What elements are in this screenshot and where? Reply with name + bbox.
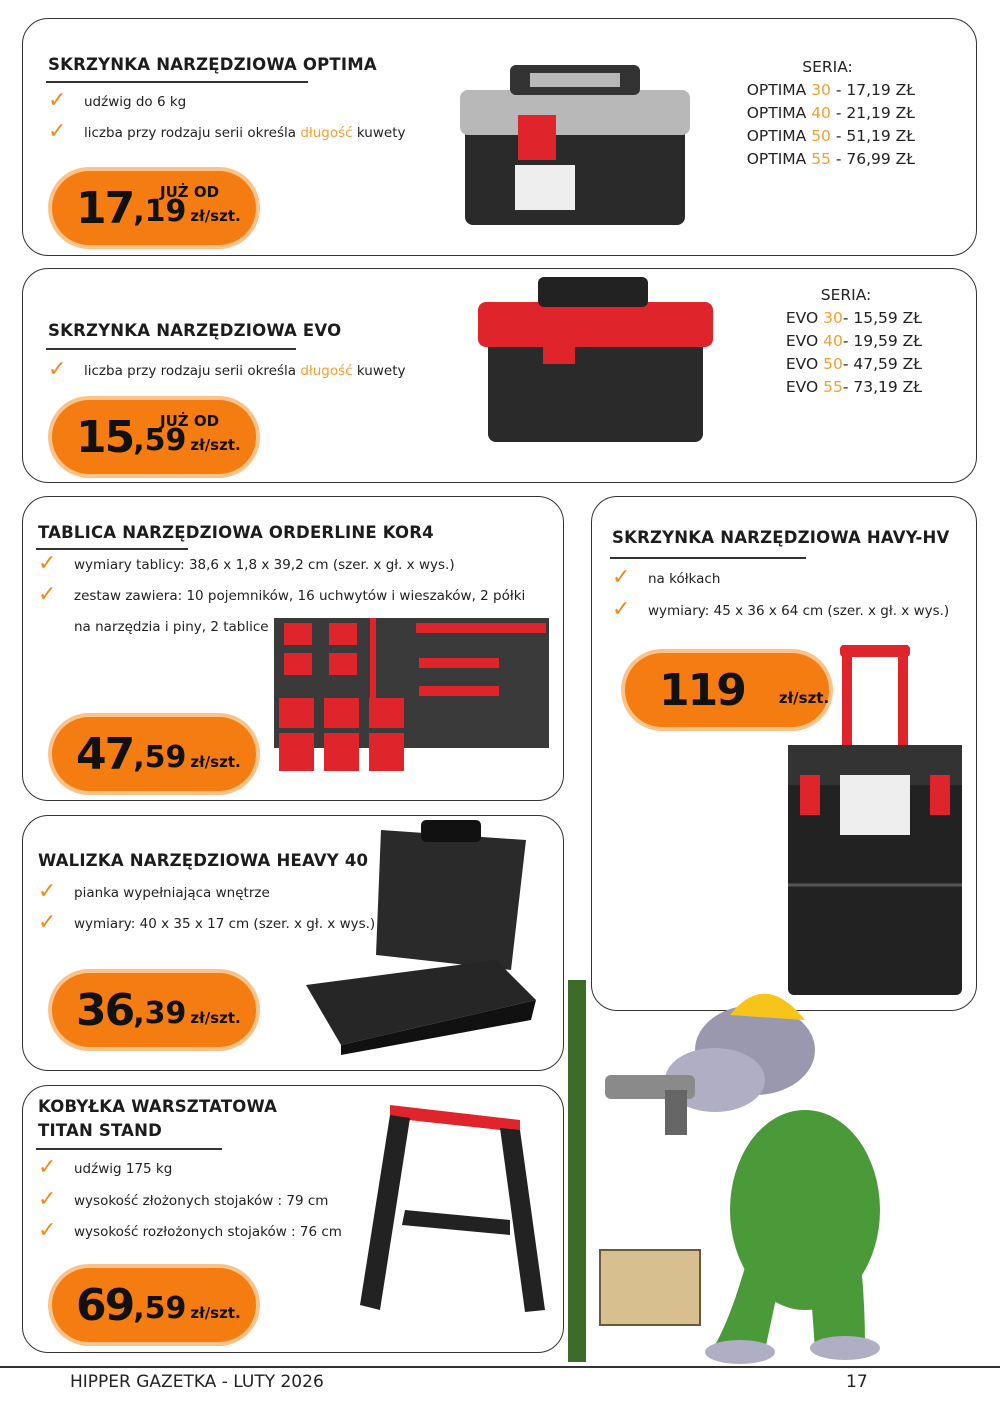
- series-name: OPTIMA: [746, 104, 812, 122]
- tool-case-image: [296, 820, 541, 1055]
- price-int: 69: [76, 1279, 134, 1331]
- series-num: 30: [823, 309, 843, 327]
- feature-text: na narzędzia i piny, 2 tablice: [74, 619, 269, 635]
- feature-text: wymiary: 40 x 35 x 17 cm (szer. x gł. x wys.): [74, 916, 376, 932]
- series-name: EVO: [785, 332, 824, 350]
- series-name: EVO: [785, 309, 824, 327]
- feature-text-post: kuwety: [352, 363, 406, 379]
- price-unit: zł/szt.: [778, 689, 830, 707]
- feature-item: [38, 581, 525, 612]
- feature-text: wymiary tablicy: 38,6 x 1,8 x 39,2 cm (szer. x gł. x wys.): [74, 557, 455, 573]
- series-price: - 76,99 ZŁ: [830, 150, 915, 168]
- series-item: [740, 79, 915, 102]
- check-icon: ✓: [38, 1218, 57, 1243]
- price-prefix: JUŻ OD: [160, 183, 220, 201]
- feature-item: [38, 1186, 328, 1217]
- feature-text: pianka wypełniająca wnętrze: [74, 885, 270, 901]
- series-item: [770, 330, 922, 353]
- footer-divider: [0, 1366, 1000, 1368]
- product-title: WALIZKA NARZĘDZIOWA HEAVY 40: [38, 851, 369, 870]
- series-list: [770, 284, 922, 399]
- title-underline: [610, 557, 806, 559]
- series-price: - 21,19 ZŁ: [830, 104, 915, 122]
- series-num: 50: [823, 355, 843, 373]
- price-dec: ,39: [133, 995, 187, 1031]
- feature-item-continued: [74, 612, 269, 643]
- title-underline: [46, 81, 308, 83]
- series-label: SERIA:: [802, 58, 853, 76]
- series-item: [770, 353, 922, 376]
- series-num: 55: [811, 150, 831, 168]
- product-title: SKRZYNKA NARZĘDZIOWA EVO: [48, 321, 342, 340]
- product-title: TABLICA NARZĘDZIOWA ORDERLINE KOR4: [38, 523, 434, 542]
- series-item: [740, 102, 915, 125]
- price-unit: zł/szt.: [190, 436, 241, 454]
- series-name: EVO: [785, 378, 824, 396]
- price-prefix: JUŻ OD: [160, 412, 220, 430]
- price-dec: ,59: [133, 422, 187, 458]
- product-title-line: KOBYŁKA WARSZTATOWA: [38, 1097, 278, 1116]
- series-price: - 19,59 ZŁ: [842, 332, 922, 350]
- price-unit: zł/szt.: [190, 1304, 241, 1322]
- toolbox-evo-image: [478, 272, 713, 447]
- page-number: 17: [846, 1372, 868, 1392]
- price-int: 17: [76, 182, 134, 234]
- feature-item: [612, 564, 720, 595]
- series-num: 40: [823, 332, 843, 350]
- check-icon: ✓: [612, 597, 631, 622]
- series-label: SERIA:: [820, 286, 872, 304]
- price-int: 47: [76, 728, 134, 780]
- price-unit: zł/szt.: [190, 207, 241, 225]
- series-num: 30: [811, 81, 831, 99]
- series-price: - 73,19 ZŁ: [842, 378, 922, 396]
- feature-item: [38, 550, 455, 581]
- check-icon: ✓: [38, 551, 57, 576]
- series-item: [770, 307, 922, 330]
- check-icon: ✓: [38, 879, 57, 904]
- check-icon: ✓: [38, 1187, 57, 1212]
- check-icon: ✓: [48, 119, 67, 144]
- check-icon: ✓: [38, 910, 57, 935]
- series-num: 40: [811, 104, 831, 122]
- feature-text: zestaw zawiera: 10 pojemników, 16 uchwytów i wieszaków, 2 półki: [74, 588, 526, 604]
- feature-item: [612, 596, 949, 627]
- feature-text: wysokość rozłożonych stojaków : 76 cm: [74, 1224, 342, 1240]
- feature-item: [38, 878, 270, 909]
- feature-item: [48, 118, 405, 149]
- price-badge: [52, 171, 256, 245]
- price-badge: [52, 973, 256, 1047]
- price-dec: ,59: [133, 739, 187, 775]
- series-price: - 17,19 ZŁ: [830, 81, 915, 99]
- check-icon: ✓: [48, 357, 67, 382]
- price-dec: ,59: [133, 1290, 187, 1326]
- series-num: 55: [823, 378, 843, 396]
- series-name: OPTIMA: [746, 81, 812, 99]
- feature-text-pre: liczba przy rodzaju serii określa: [84, 125, 301, 141]
- price-int: 119: [659, 664, 745, 716]
- series-item: [740, 125, 915, 148]
- series-item: [770, 376, 922, 399]
- check-icon: ✓: [612, 565, 631, 590]
- rolling-toolbox-image: [785, 645, 965, 1000]
- feature-item: [48, 356, 405, 387]
- series-price: - 15,59 ZŁ: [842, 309, 922, 327]
- series-item: [740, 148, 915, 171]
- feature-item: [38, 1154, 172, 1185]
- feature-item: [38, 1217, 342, 1248]
- product-title: SKRZYNKA NARZĘDZIOWA HAVY-HV: [612, 528, 950, 547]
- title-underline: [36, 1148, 222, 1150]
- tool-board-image: [274, 618, 549, 773]
- product-title: SKRZYNKA NARZĘDZIOWA OPTIMA: [48, 55, 377, 74]
- price-badge: [52, 400, 256, 474]
- check-icon: ✓: [48, 88, 67, 113]
- price-badge: [52, 1268, 256, 1342]
- footer-title: HIPPER GAZETKA - LUTY 2026: [70, 1372, 324, 1392]
- feature-text: wysokość złożonych stojaków : 79 cm: [74, 1193, 329, 1209]
- title-underline: [46, 348, 296, 350]
- series-price: - 47,59 ZŁ: [842, 355, 922, 373]
- price-int: 15: [76, 411, 134, 463]
- feature-text-post: kuwety: [352, 125, 406, 141]
- series-list: [740, 56, 915, 171]
- product-title-line: TITAN STAND: [38, 1121, 163, 1140]
- feature-highlight: długość: [300, 363, 353, 379]
- price-dec: ,19: [133, 193, 187, 229]
- check-icon: ✓: [38, 1155, 57, 1180]
- feature-text: [84, 356, 405, 387]
- series-num: 50: [811, 127, 831, 145]
- price-badge: [52, 717, 256, 791]
- feature-text: udźwig do 6 kg: [84, 94, 187, 110]
- feature-item: [48, 87, 186, 118]
- feature-text: udźwig 175 kg: [74, 1161, 173, 1177]
- hippo-mascot-illustration: [565, 980, 905, 1365]
- series-name: EVO: [785, 355, 824, 373]
- series-price: - 51,19 ZŁ: [830, 127, 915, 145]
- price-unit: zł/szt.: [190, 1009, 241, 1027]
- feature-text: [84, 118, 405, 149]
- sawhorse-image: [360, 1100, 550, 1315]
- check-icon: ✓: [38, 582, 57, 607]
- price-unit: zł/szt.: [190, 753, 241, 771]
- price-int: 36: [76, 984, 134, 1036]
- toolbox-optima-image: [460, 55, 690, 230]
- series-name: OPTIMA: [746, 127, 812, 145]
- series-name: OPTIMA: [746, 150, 812, 168]
- feature-text: na kółkach: [648, 571, 721, 587]
- feature-text: wymiary: 45 x 36 x 64 cm (szer. x gł. x wys.): [648, 603, 950, 619]
- feature-text-pre: liczba przy rodzaju serii określa: [84, 363, 301, 379]
- feature-highlight: długość: [300, 125, 353, 141]
